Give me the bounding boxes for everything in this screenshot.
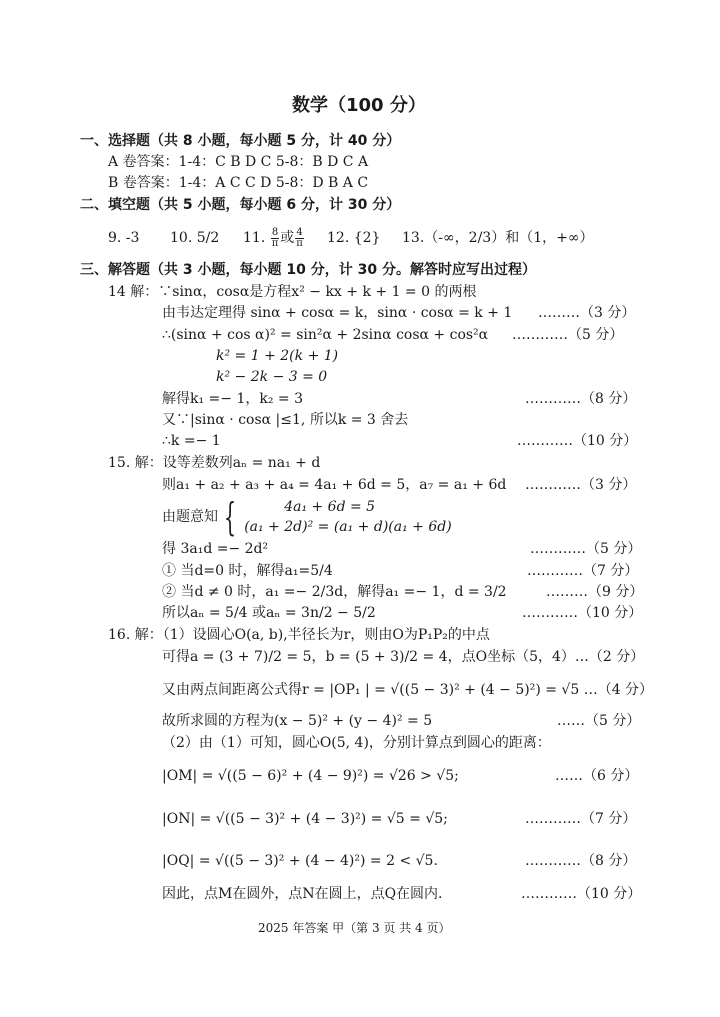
q14-line-4: k² = 1 + 2(k + 1) [216,348,339,364]
q16-line-7: |ON| = √((5 − 3)² + (4 − 3)²) = √5 = √5; [162,811,448,827]
q15-line-7-score: …………（10 分） [522,605,643,621]
q14-line-6: 解得k₁ =− 1，k₂ = 3 [162,391,303,407]
fill-q11-label: 11. [243,230,266,246]
fill-q12: 12. {2} [327,230,381,246]
q15-line-4: 得 3a₁d =− 2d² [162,541,269,557]
q15-line-2: 则a₁ + a₂ + a₃ + a₄ = 4a₁ + 6d = 5，a₇ = a₁ + 6d [162,477,507,493]
q16-line-3: 又由两点间距离公式得r = |OP₁ | = √((5 − 3)² + (4 − 5)²) = √5 …（4 分） [162,682,654,698]
q16-line-1: 16. 解：（1）设圆心O(a, b),半径长为r，则由O为P₁P₂的中点 [108,627,490,643]
fill-q11 [243,224,305,252]
fill-q11-fraction-1: $\frac{8}{\pi}$ [271,226,279,249]
choice-a-answers: A 卷答案：1-4：C B D C 5-8：B D C A [108,154,369,170]
q16-line-4-score: ……（5 分） [557,713,641,729]
q16-line-6-score: ……（6 分） [555,768,639,784]
q15-equation-system [218,497,452,537]
fill-q11-fraction-2: $\frac{4}{\pi}$ [296,226,303,249]
q14-line-8: ∴k =− 1 [162,433,221,449]
q14-line-6-score: …………（8 分） [525,391,637,407]
page-title: 数学（100 分） [292,95,426,116]
q15-line-5: ① 当d=0 时，解得a₁=5/4 [162,563,333,579]
choice-b-answers: B 卷答案：1-4：A C C D 5-8：D B A C [108,175,369,191]
fill-q13: 13.（-∞，2/3）和（1，+∞） [402,230,594,246]
q16-line-9: 因此，点M在圆外，点N在圆上，点Q在圆内. [162,886,443,902]
q14-line-1: 14 解：∵sinα，cosα是方程x² − kx + k + 1 = 0 的两根 [108,284,477,300]
page-footer: 2025 年答案 甲（第 3 页 共 4 页） [258,921,451,935]
q16-line-9-score: …………（10 分） [521,886,642,902]
q16-line-6: |OM| = √((5 − 6)² + (4 − 9)²) = √26 > √5; [162,768,459,784]
fill-q10: 10. 5/2 [170,230,220,246]
q14-line-2-score: ………（3 分） [538,305,636,321]
q15-system-row-1: 4a₁ + 6d = 5 [284,499,376,515]
brace-icon: { [224,495,237,539]
q15-line-7: 所以aₙ = 5/4 或aₙ = 3n/2 − 5/2 [162,605,376,621]
q16-line-5: （2）由（1）可知，圆心O(5, 4)，分别计算点到圆心的距离： [162,735,551,751]
q15-line-6-score: ………（9 分） [546,584,644,600]
section-solve-heading: 三、解答题（共 3 小题，每小题 10 分，计 30 分。解答时应写出过程） [80,262,536,278]
q15-line-1: 15. 解：设等差数列aₙ = na₁ + d [108,455,321,471]
q15-line-2-score: …………（3 分） [525,477,637,493]
q15-line-5-score: …………（7 分） [527,563,639,579]
q16-line-8: |OQ| = √((5 − 3)² + (4 − 4)²) = 2 < √5. [162,853,438,869]
q16-line-7-score: …………（7 分） [525,811,637,827]
q16-line-4: 故所求圆的方程为(x − 5)² + (y − 4)² = 5 [162,713,433,729]
q16-line-8-score: …………（8 分） [525,853,637,869]
fill-q9: 9. -3 [108,230,140,246]
q15-line-3 [162,497,452,537]
q15-line-4-score: …………（5 分） [530,541,642,557]
section-fill-heading: 二、填空题（共 5 小题，每小题 6 分，计 30 分） [80,197,401,213]
q14-line-5: k² − 2k − 3 = 0 [216,369,328,385]
q14-line-2: 由韦达定理得 sinα + cosα = k，sinα · cosα = k + 1 [162,305,513,321]
q14-line-3-score: …………（5 分） [512,327,624,343]
q14-line-8-score: …………（10 分） [517,433,638,449]
q15-system-row-2: (a₁ + 2d)² = (a₁ + d)(a₁ + 6d) [244,519,452,535]
section-choice-heading: 一、选择题（共 8 小题，每小题 5 分，计 40 分） [80,133,401,149]
q14-line-3: ∴(sinα + cos α)² = sin²α + 2sinα cosα + cos²α [162,327,489,343]
q15-line-6: ② 当d ≠ 0 时，a₁ =− 2/3d，解得a₁ =− 1，d = 3/2 [162,584,507,600]
q16-line-2: 可得a = (3 + 7)/2 = 5，b = (5 + 3)/2 = 4，点O坐标（5，4）…（2 分） [162,649,645,665]
fill-q11-or: 或 [280,230,295,246]
q14-line-7: 又∵|sinα · cosα |≤1, 所以k = 3 舍去 [162,412,409,428]
q15-system-prefix: 由题意知 [162,509,218,525]
